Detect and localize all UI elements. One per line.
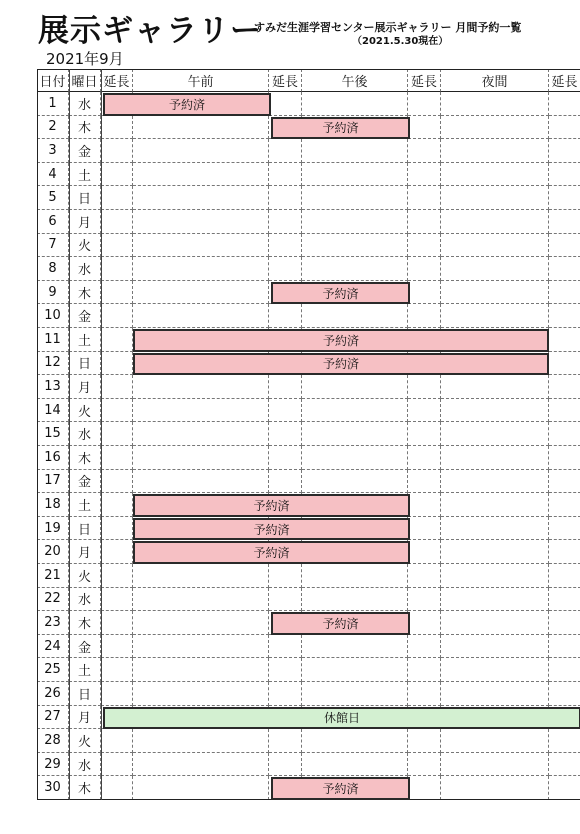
ext3-cell xyxy=(408,257,441,281)
ext1-cell xyxy=(101,470,133,494)
morning-cell xyxy=(133,139,269,163)
ext4-cell xyxy=(549,281,580,305)
ext4-cell xyxy=(549,210,580,234)
dow-cell: 月 xyxy=(69,210,101,234)
ext4-cell xyxy=(549,375,580,399)
ext3-cell xyxy=(408,186,441,210)
night-cell xyxy=(441,446,549,470)
page-subtitle: すみだ生涯学習センター展示ギャラリー 月間予約一覧 xyxy=(254,21,522,34)
date-cell: 18 xyxy=(37,493,69,517)
column-divider xyxy=(101,69,102,800)
ext3-cell xyxy=(408,210,441,234)
ext3-cell xyxy=(408,564,441,588)
dow-cell: 木 xyxy=(69,116,101,140)
ext1-cell xyxy=(101,210,133,234)
header-ext3: 延長 xyxy=(408,69,441,92)
morning-cell xyxy=(133,399,269,423)
reservation-bar: 予約済 xyxy=(271,282,410,305)
table-row xyxy=(37,682,580,706)
ext1-cell xyxy=(101,352,133,376)
night-cell xyxy=(441,186,549,210)
ext1-cell xyxy=(101,588,133,612)
morning-cell xyxy=(133,375,269,399)
night-cell xyxy=(441,753,549,777)
ext2-cell xyxy=(269,92,302,116)
ext1-cell xyxy=(101,375,133,399)
ext3-cell xyxy=(408,658,441,682)
ext1-cell xyxy=(101,611,133,635)
night-cell xyxy=(441,422,549,446)
ext4-cell xyxy=(549,422,580,446)
date-cell: 13 xyxy=(37,375,69,399)
reservation-bar: 予約済 xyxy=(103,93,271,116)
ext1-cell xyxy=(101,658,133,682)
ext3-cell xyxy=(408,729,441,753)
ext3-cell xyxy=(408,304,441,328)
page-title: 展示ギャラリー xyxy=(38,13,262,49)
morning-cell xyxy=(133,281,269,305)
ext2-cell xyxy=(269,304,302,328)
ext3-cell xyxy=(408,116,441,140)
ext2-cell xyxy=(269,210,302,234)
ext3-cell xyxy=(408,234,441,258)
ext4-cell xyxy=(549,658,580,682)
night-cell xyxy=(441,92,549,116)
night-cell xyxy=(441,234,549,258)
morning-cell xyxy=(133,611,269,635)
reservation-bar: 予約済 xyxy=(271,117,410,140)
dow-cell: 土 xyxy=(69,493,101,517)
ext2-cell xyxy=(269,234,302,258)
reservation-table xyxy=(37,69,580,800)
reservation-bar: 予約済 xyxy=(133,494,410,517)
afternoon-cell xyxy=(302,753,408,777)
afternoon-cell xyxy=(302,139,408,163)
reservation-bar: 予約済 xyxy=(133,541,410,564)
afternoon-cell xyxy=(302,470,408,494)
table-row xyxy=(37,210,580,234)
ext4-cell xyxy=(549,163,580,187)
dow-cell: 月 xyxy=(69,375,101,399)
ext1-cell xyxy=(101,517,133,541)
table-row xyxy=(37,163,580,187)
ext4-cell xyxy=(549,729,580,753)
night-cell xyxy=(441,399,549,423)
reservation-bar: 予約済 xyxy=(133,518,410,541)
morning-cell xyxy=(133,163,269,187)
ext3-cell xyxy=(408,776,441,800)
ext1-cell xyxy=(101,328,133,352)
ext4-cell xyxy=(549,399,580,423)
afternoon-cell xyxy=(302,682,408,706)
afternoon-cell xyxy=(302,257,408,281)
afternoon-cell xyxy=(302,92,408,116)
ext1-cell xyxy=(101,139,133,163)
ext2-cell xyxy=(269,186,302,210)
ext1-cell xyxy=(101,564,133,588)
table-row xyxy=(37,304,580,328)
ext4-cell xyxy=(549,328,580,352)
ext2-cell xyxy=(269,729,302,753)
ext1-cell xyxy=(101,163,133,187)
ext4-cell xyxy=(549,470,580,494)
date-cell: 24 xyxy=(37,635,69,659)
table-row xyxy=(37,234,580,258)
night-cell xyxy=(441,540,549,564)
dow-cell: 土 xyxy=(69,658,101,682)
dow-cell: 水 xyxy=(69,753,101,777)
dow-cell: 木 xyxy=(69,281,101,305)
ext2-cell xyxy=(269,635,302,659)
ext2-cell xyxy=(269,753,302,777)
night-cell xyxy=(441,304,549,328)
ext2-cell xyxy=(269,470,302,494)
morning-cell xyxy=(133,210,269,234)
table-row xyxy=(37,139,580,163)
dow-cell: 土 xyxy=(69,328,101,352)
ext3-cell xyxy=(408,635,441,659)
morning-cell xyxy=(133,234,269,258)
header-ext2: 延長 xyxy=(269,69,302,92)
date-cell: 8 xyxy=(37,257,69,281)
night-cell xyxy=(441,470,549,494)
morning-cell xyxy=(133,304,269,328)
ext4-cell xyxy=(549,234,580,258)
date-cell: 3 xyxy=(37,139,69,163)
ext4-cell xyxy=(549,304,580,328)
afternoon-cell xyxy=(302,210,408,234)
table-row xyxy=(37,399,580,423)
ext3-cell xyxy=(408,470,441,494)
ext4-cell xyxy=(549,564,580,588)
ext1-cell xyxy=(101,186,133,210)
date-cell: 28 xyxy=(37,729,69,753)
table-row xyxy=(37,186,580,210)
ext1-cell xyxy=(101,116,133,140)
table-row xyxy=(37,446,580,470)
ext4-cell xyxy=(549,682,580,706)
ext3-cell xyxy=(408,446,441,470)
date-cell: 22 xyxy=(37,588,69,612)
ext4-cell xyxy=(549,92,580,116)
table-row xyxy=(37,564,580,588)
table-row xyxy=(37,257,580,281)
ext1-cell xyxy=(101,635,133,659)
ext1-cell xyxy=(101,540,133,564)
ext4-cell xyxy=(549,635,580,659)
ext2-cell xyxy=(269,682,302,706)
ext4-cell xyxy=(549,446,580,470)
ext2-cell xyxy=(269,446,302,470)
night-cell xyxy=(441,658,549,682)
date-cell: 14 xyxy=(37,399,69,423)
dow-cell: 木 xyxy=(69,611,101,635)
ext4-cell xyxy=(549,540,580,564)
date-cell: 16 xyxy=(37,446,69,470)
morning-cell xyxy=(133,729,269,753)
closed-day-bar: 休館日 xyxy=(103,707,580,730)
night-cell xyxy=(441,588,549,612)
afternoon-cell xyxy=(302,375,408,399)
afternoon-cell xyxy=(302,729,408,753)
ext1-cell xyxy=(101,446,133,470)
reservation-bar: 予約済 xyxy=(133,329,549,352)
ext1-cell xyxy=(101,493,133,517)
ext1-cell xyxy=(101,399,133,423)
date-cell: 12 xyxy=(37,352,69,376)
morning-cell xyxy=(133,588,269,612)
night-cell xyxy=(441,139,549,163)
dow-cell: 木 xyxy=(69,776,101,800)
dow-cell: 金 xyxy=(69,470,101,494)
night-cell xyxy=(441,611,549,635)
morning-cell xyxy=(133,116,269,140)
header-dow: 曜日 xyxy=(69,69,101,92)
header-ext1: 延長 xyxy=(101,69,133,92)
night-cell xyxy=(441,564,549,588)
ext4-cell xyxy=(549,753,580,777)
table-row xyxy=(37,729,580,753)
night-cell xyxy=(441,776,549,800)
ext2-cell xyxy=(269,399,302,423)
date-cell: 11 xyxy=(37,328,69,352)
afternoon-cell xyxy=(302,399,408,423)
header-morning: 午前 xyxy=(133,69,269,92)
header-night: 夜間 xyxy=(441,69,549,92)
ext4-cell xyxy=(549,257,580,281)
dow-cell: 水 xyxy=(69,92,101,116)
dow-cell: 火 xyxy=(69,234,101,258)
ext1-cell xyxy=(101,257,133,281)
dow-cell: 水 xyxy=(69,422,101,446)
date-cell: 5 xyxy=(37,186,69,210)
ext3-cell xyxy=(408,493,441,517)
dow-cell: 日 xyxy=(69,186,101,210)
ext3-cell xyxy=(408,163,441,187)
dow-cell: 金 xyxy=(69,139,101,163)
date-cell: 6 xyxy=(37,210,69,234)
ext3-cell xyxy=(408,281,441,305)
ext3-cell xyxy=(408,139,441,163)
ext4-cell xyxy=(549,611,580,635)
afternoon-cell xyxy=(302,658,408,682)
ext3-cell xyxy=(408,422,441,446)
table-row xyxy=(37,635,580,659)
night-cell xyxy=(441,210,549,234)
night-cell xyxy=(441,635,549,659)
ext1-cell xyxy=(101,729,133,753)
ext1-cell xyxy=(101,281,133,305)
date-cell: 4 xyxy=(37,163,69,187)
dow-cell: 金 xyxy=(69,304,101,328)
afternoon-cell xyxy=(302,304,408,328)
table-row xyxy=(37,375,580,399)
dow-cell: 月 xyxy=(69,706,101,730)
ext3-cell xyxy=(408,517,441,541)
table-row xyxy=(37,658,580,682)
dow-cell: 金 xyxy=(69,635,101,659)
morning-cell xyxy=(133,470,269,494)
morning-cell xyxy=(133,422,269,446)
ext1-cell xyxy=(101,776,133,800)
ext2-cell xyxy=(269,163,302,187)
ext1-cell xyxy=(101,304,133,328)
ext2-cell xyxy=(269,588,302,612)
header-afternoon: 午後 xyxy=(302,69,408,92)
date-cell: 26 xyxy=(37,682,69,706)
table-row xyxy=(37,470,580,494)
morning-cell xyxy=(133,682,269,706)
table-row xyxy=(37,588,580,612)
afternoon-cell xyxy=(302,588,408,612)
date-cell: 30 xyxy=(37,776,69,800)
afternoon-cell xyxy=(302,446,408,470)
dow-cell: 水 xyxy=(69,588,101,612)
date-cell: 7 xyxy=(37,234,69,258)
date-cell: 23 xyxy=(37,611,69,635)
ext1-cell xyxy=(101,682,133,706)
night-cell xyxy=(441,682,549,706)
night-cell xyxy=(441,163,549,187)
dow-cell: 土 xyxy=(69,163,101,187)
morning-cell xyxy=(133,186,269,210)
ext3-cell xyxy=(408,611,441,635)
ext3-cell xyxy=(408,588,441,612)
ext2-cell xyxy=(269,139,302,163)
ext2-cell xyxy=(269,658,302,682)
ext4-cell xyxy=(549,139,580,163)
date-cell: 19 xyxy=(37,517,69,541)
ext3-cell xyxy=(408,540,441,564)
date-cell: 27 xyxy=(37,706,69,730)
morning-cell xyxy=(133,564,269,588)
ext2-cell xyxy=(269,564,302,588)
ext2-cell xyxy=(269,375,302,399)
afternoon-cell xyxy=(302,234,408,258)
date-cell: 15 xyxy=(37,422,69,446)
ext4-cell xyxy=(549,352,580,376)
date-cell: 20 xyxy=(37,540,69,564)
night-cell xyxy=(441,729,549,753)
dow-cell: 日 xyxy=(69,352,101,376)
morning-cell xyxy=(133,257,269,281)
night-cell xyxy=(441,375,549,399)
dow-cell: 火 xyxy=(69,729,101,753)
ext4-cell xyxy=(549,517,580,541)
table-row xyxy=(37,422,580,446)
header-ext4: 延長 xyxy=(549,69,580,92)
night-cell xyxy=(441,517,549,541)
ext3-cell xyxy=(408,682,441,706)
reservation-bar: 予約済 xyxy=(271,777,410,800)
night-cell xyxy=(441,281,549,305)
table-row xyxy=(37,753,580,777)
ext1-cell xyxy=(101,422,133,446)
ext4-cell xyxy=(549,116,580,140)
month-label: 2021年9月 xyxy=(46,50,124,68)
reservation-bar: 予約済 xyxy=(271,612,410,635)
ext4-cell xyxy=(549,493,580,517)
ext3-cell xyxy=(408,92,441,116)
ext3-cell xyxy=(408,753,441,777)
ext4-cell xyxy=(549,776,580,800)
ext2-cell xyxy=(269,422,302,446)
dow-cell: 火 xyxy=(69,564,101,588)
afternoon-cell xyxy=(302,635,408,659)
morning-cell xyxy=(133,635,269,659)
afternoon-cell xyxy=(302,422,408,446)
dow-cell: 日 xyxy=(69,517,101,541)
date-cell: 9 xyxy=(37,281,69,305)
date-cell: 25 xyxy=(37,658,69,682)
dow-cell: 火 xyxy=(69,399,101,423)
afternoon-cell xyxy=(302,163,408,187)
date-cell: 2 xyxy=(37,116,69,140)
ext2-cell xyxy=(269,257,302,281)
night-cell xyxy=(441,257,549,281)
morning-cell xyxy=(133,776,269,800)
ext3-cell xyxy=(408,399,441,423)
night-cell xyxy=(441,116,549,140)
dow-cell: 木 xyxy=(69,446,101,470)
morning-cell xyxy=(133,446,269,470)
reservation-bar: 予約済 xyxy=(133,353,549,376)
date-cell: 21 xyxy=(37,564,69,588)
ext1-cell xyxy=(101,753,133,777)
ext4-cell xyxy=(549,588,580,612)
column-divider xyxy=(69,69,70,800)
date-cell: 1 xyxy=(37,92,69,116)
dow-cell: 水 xyxy=(69,257,101,281)
date-cell: 10 xyxy=(37,304,69,328)
date-cell: 29 xyxy=(37,753,69,777)
dow-cell: 月 xyxy=(69,540,101,564)
header-date: 日付 xyxy=(37,69,69,92)
date-cell: 17 xyxy=(37,470,69,494)
afternoon-cell xyxy=(302,186,408,210)
dow-cell: 日 xyxy=(69,682,101,706)
ext1-cell xyxy=(101,234,133,258)
ext4-cell xyxy=(549,186,580,210)
night-cell xyxy=(441,493,549,517)
morning-cell xyxy=(133,753,269,777)
ext3-cell xyxy=(408,375,441,399)
afternoon-cell xyxy=(302,564,408,588)
morning-cell xyxy=(133,658,269,682)
as-of-date: （2021.5.30現在） xyxy=(352,36,449,47)
